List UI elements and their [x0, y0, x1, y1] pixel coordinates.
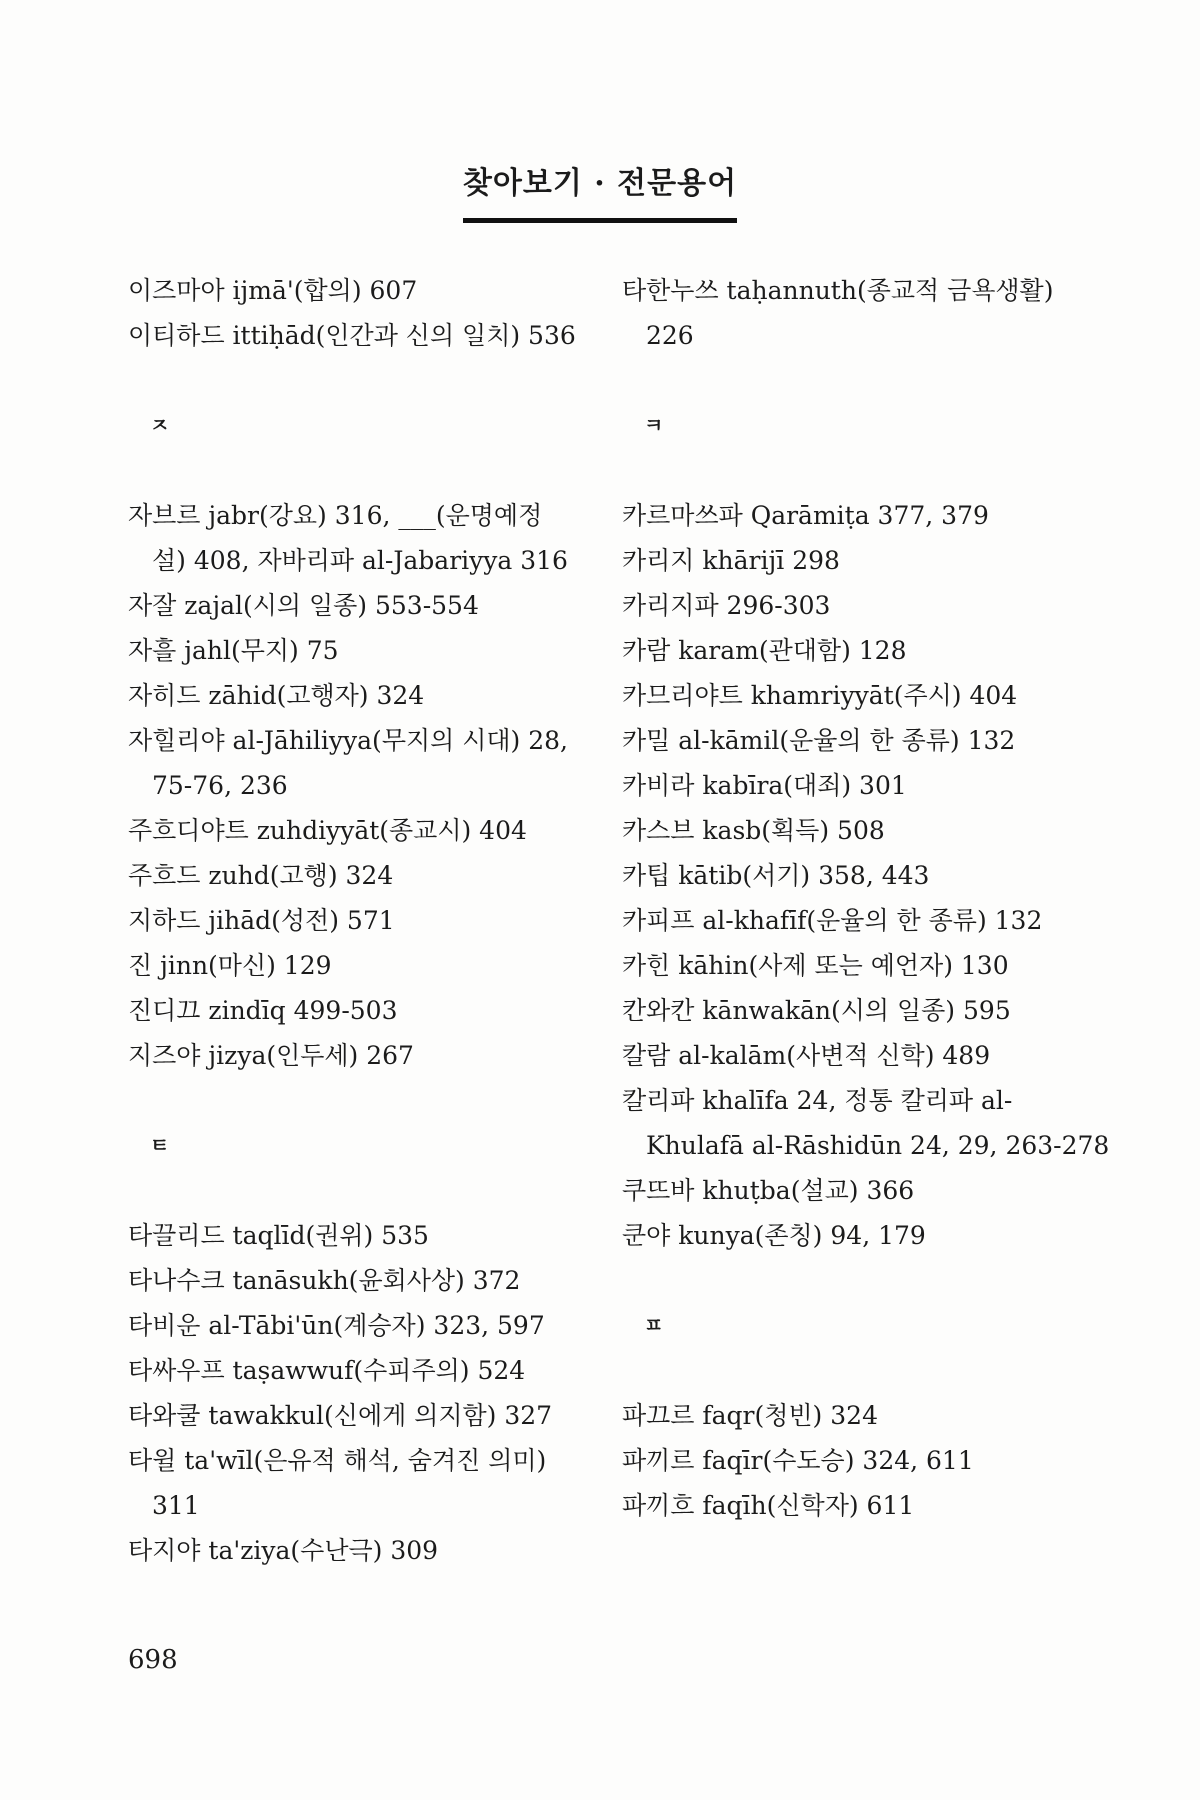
index-entry: 자흘 jahl(무지) 75	[128, 636, 339, 665]
index-entry: 지하드 jihād(성전) 571	[128, 906, 395, 935]
index-entry: 타싸우프 taṣawwuf(수피주의) 524	[128, 1356, 526, 1385]
index-entry: 진디끄 zindīq 499-503	[128, 996, 398, 1025]
index-entry: 카비라 kabīra(대죄) 301	[622, 771, 907, 800]
left-column	[128, 268, 598, 1573]
section-heading: ㅌ	[150, 1133, 170, 1157]
page-title: 찾아보기 · 전문용어	[463, 158, 737, 223]
index-entry: 지즈야 jizya(인두세) 267	[128, 1041, 414, 1070]
section-spacer	[622, 1258, 1092, 1303]
index-entry: 타와쿨 tawakkul(신에게 의지함) 327	[128, 1401, 553, 1430]
index-entry: 주흐디야트 zuhdiyyāt(종교시) 404	[128, 816, 527, 845]
index-entry: 카리지 khārijī 298	[622, 546, 840, 575]
index-entry: 카므리야트 khamriyyāt(주시) 404	[622, 681, 1018, 710]
index-entry: 카람 karam(관대함) 128	[622, 636, 907, 665]
index-entry: 파끼흐 faqīh(신학자) 611	[622, 1491, 915, 1520]
section-spacer	[622, 358, 1092, 403]
index-entry: 카힌 kāhin(사제 또는 예언자) 130	[622, 951, 1009, 980]
index-entry: 쿠뜨바 khuṭba(설교) 366	[622, 1176, 915, 1205]
section-spacer	[128, 1078, 598, 1123]
index-entry: 카르마쓰파 Qarāmiṭa 377, 379	[622, 501, 989, 530]
index-entry-continuation: 311	[152, 1491, 200, 1520]
index-entry: 타끌리드 taqlīd(권위) 535	[128, 1221, 429, 1250]
section-spacer	[128, 1168, 598, 1213]
index-entry: 파끼르 faqīr(수도승) 324, 611	[622, 1446, 974, 1475]
index-entry: 카밀 al-kāmil(운율의 한 종류) 132	[622, 726, 1016, 755]
index-entry-continuation: 75-76, 236	[152, 771, 288, 800]
section-heading: ㅋ	[644, 413, 664, 437]
index-entry: 타나수크 tanāsukh(윤회사상) 372	[128, 1266, 521, 1295]
index-entry: 자브르 jabr(강요) 316, ___(운명예정	[128, 501, 543, 530]
index-entry: 칼리파 khalīfa 24, 정통 칼리파 al-	[622, 1086, 1013, 1115]
section-spacer	[622, 448, 1092, 493]
index-entry: 카팁 kātib(서기) 358, 443	[622, 861, 930, 890]
index-entry: 쿤야 kunya(존칭) 94, 179	[622, 1221, 926, 1250]
index-entry: 이티하드 ittiḥād(인간과 신의 일치) 536	[128, 321, 576, 350]
index-entry: 칼람 al-kalām(사변적 신학) 489	[622, 1041, 991, 1070]
right-column	[622, 268, 1110, 1528]
index-entry: 자잘 zajal(시의 일종) 553-554	[128, 591, 479, 620]
index-entry: 카리지파 296-303	[622, 591, 831, 620]
index-entry: 타윌 ta'wīl(은유적 해석, 숨겨진 의미)	[128, 1446, 547, 1475]
index-entry: 진 jinn(마신) 129	[128, 951, 332, 980]
index-entry: 이즈마아 ijmā'(합의) 607	[128, 276, 418, 305]
index-entry: 타한누쓰 taḥannuth(종교적 금욕생활)	[622, 276, 1054, 305]
index-entry: 자히드 zāhid(고행자) 324	[128, 681, 425, 710]
index-entry-continuation: 설) 408, 자바리파 al-Jabariyya 316	[152, 546, 568, 575]
index-entry: 카피프 al-khafīf(운율의 한 종류) 132	[622, 906, 1043, 935]
index-entry: 주흐드 zuhd(고행) 324	[128, 861, 394, 890]
index-entry-continuation: Khulafā al-Rāshidūn 24, 29, 263-278	[646, 1131, 1110, 1160]
index-entry: 자힐리야 al-Jāhiliyya(무지의 시대) 28,	[128, 726, 568, 755]
index-entry: 파끄르 faqr(청빈) 324	[622, 1401, 878, 1430]
page-header	[0, 158, 1200, 223]
index-entry: 카스브 kasb(획득) 508	[622, 816, 885, 845]
section-spacer	[128, 358, 598, 403]
index-entry: 타지야 ta'ziya(수난극) 309	[128, 1536, 439, 1565]
index-entry: 칸와칸 kānwakān(시의 일종) 595	[622, 996, 1011, 1025]
index-entry: 타비운 al-Tābi'ūn(계승자) 323, 597	[128, 1311, 545, 1340]
section-spacer	[128, 448, 598, 493]
page-number: 698	[128, 1645, 178, 1675]
index-entry-continuation: 226	[646, 321, 694, 350]
section-spacer	[622, 1348, 1092, 1393]
section-heading: ㅍ	[644, 1313, 664, 1337]
section-heading: ㅈ	[150, 413, 170, 437]
